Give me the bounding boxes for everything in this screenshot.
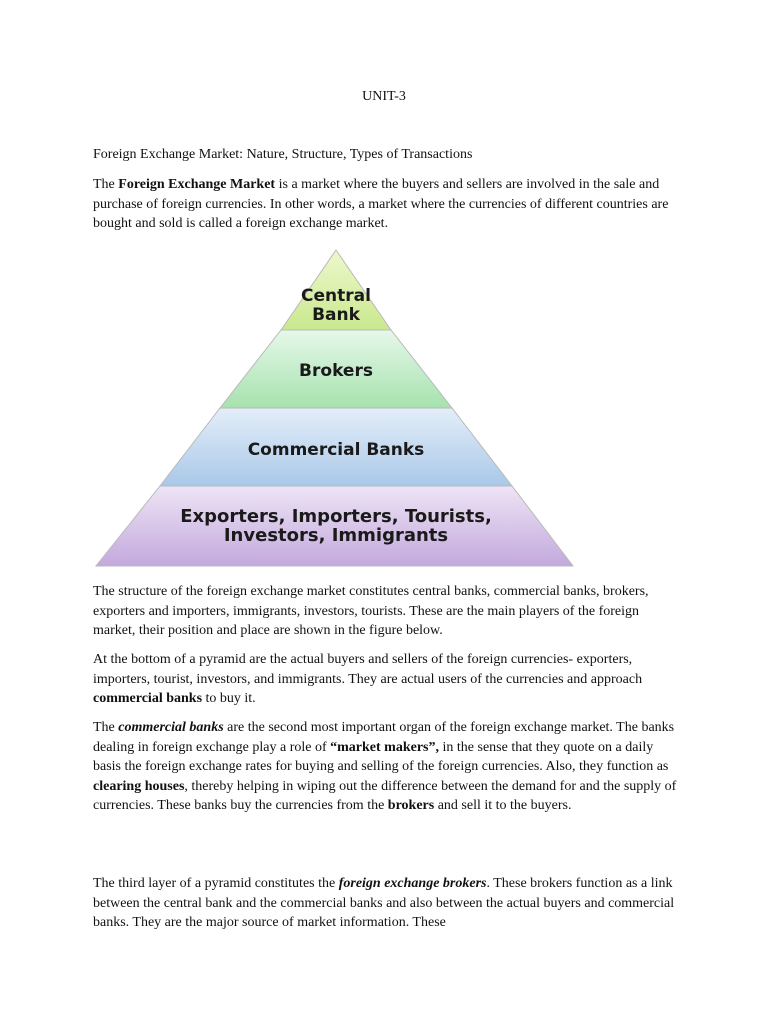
intro-paragraph	[93, 175, 683, 234]
commercial-bold-italic-term: commercial banks	[118, 720, 224, 735]
market-structure-pyramid	[90, 246, 580, 572]
bottom-text-1: At the bottom of a pyramid are the actual buyers and sellers of the foreign currencies- exporters, importers, tourist, investors, and immigrants. They are actual users of the currencies and approach	[93, 652, 643, 687]
tier-label-central: Central	[301, 286, 371, 306]
commercial-text-4: , thereby helping in wiping out the difference between the demand for and the supply of currencies. These banks buy the currencies from the	[93, 778, 677, 813]
commercial-text-3: in the sense that they quote on a daily basis the foreign exchange rates for buying and selling of the foreign currencies. Also, they function as	[93, 739, 669, 774]
commercial-text-2: are the second most important organ of the foreign exchange market. The banks dealing in foreign exchange play a role of	[93, 720, 675, 755]
tier-label-brokers: Brokers	[299, 361, 373, 381]
tier-label-commercial-banks: Commercial Banks	[247, 440, 425, 460]
intro-text-2: is a market where the buyers and sellers are involved in the sale and purchase of foreign currencies. In other words, a market where the currencies of different countries are bought and sold is called a foreign exchange market.	[93, 177, 669, 231]
commercial-bold-brokers: brokers	[387, 798, 435, 813]
tier-label-bank: Bank	[312, 305, 360, 325]
intro-text-1: The	[93, 177, 119, 192]
tier-label-end-users-line-2: Investors, Immigrants	[223, 525, 449, 546]
commercial-text-1: The	[93, 720, 119, 735]
structure-paragraph: The structure of the foreign exchange market constitutes central banks, commercial banks, brokers, exporters and importers, immigrants, investors, tourists. These are the main players of the foreign market, their position and place are shown in the figure below.	[93, 584, 649, 638]
third-text-1: The third layer of a pyramid constitutes the	[93, 876, 339, 891]
tier-label-end-users-line-1: Exporters, Importers, Tourists,	[180, 506, 492, 527]
third-text-2: . These brokers function as a link between the central bank and the commercial banks and also between the actual buyers and commercial banks. They are the major source of market information. These	[93, 876, 675, 930]
third-bold-italic-term: foreign exchange brokers	[338, 876, 487, 891]
bottom-layer-paragraph	[93, 650, 683, 709]
third-layer-paragraph	[93, 874, 683, 933]
bottom-text-2: to buy it.	[202, 691, 256, 706]
commercial-text-5: and sell it to the buyers.	[434, 798, 572, 813]
section-title: Foreign Exchange Market: Nature, Structure, Types of Transactions	[93, 147, 473, 162]
commercial-banks-paragraph	[93, 718, 683, 816]
commercial-bold-clearing-houses: clearing houses	[93, 778, 185, 794]
unit-heading: UNIT-3	[362, 89, 406, 104]
bottom-bold-commercial-banks: commercial banks	[93, 691, 203, 706]
intro-bold-term: Foreign Exchange Market	[118, 177, 276, 192]
commercial-bold-market-makers: “market makers”,	[330, 739, 439, 755]
